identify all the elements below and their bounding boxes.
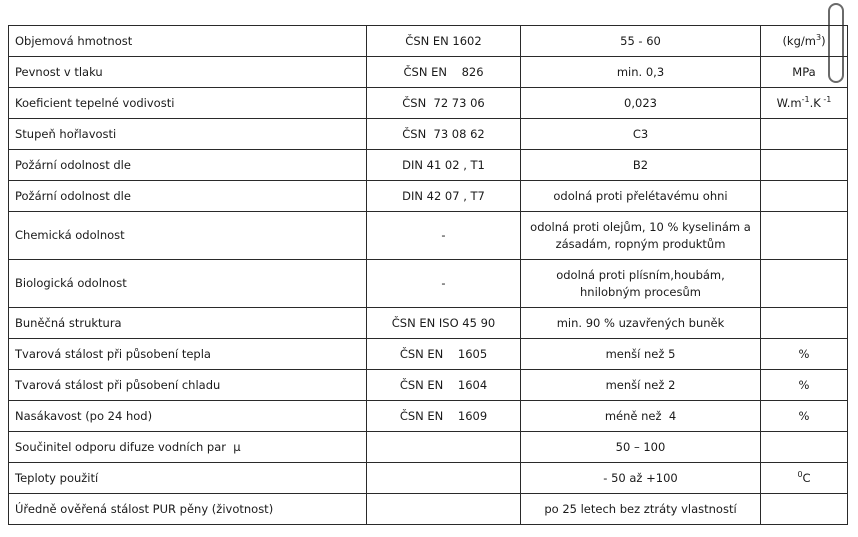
table-row: [9, 57, 848, 88]
value-cell: B2: [521, 150, 761, 181]
property-cell: Pevnost v tlaku: [9, 57, 367, 88]
unit-superscript: 0: [797, 469, 803, 479]
property-cell: Tvarová stálost při působení tepla: [9, 339, 367, 370]
unit-cell: %: [761, 370, 848, 401]
standard-cell: ČSN 73 08 62: [367, 119, 521, 150]
table-row: [9, 88, 848, 119]
standard-cell: ČSN EN 826: [367, 57, 521, 88]
standard-cell: ČSN EN ISO 45 90: [367, 308, 521, 339]
standard-cell: ČSN 72 73 06: [367, 88, 521, 119]
table-row: [9, 181, 848, 212]
property-cell: Součinitel odporu difuze vodních par μ: [9, 432, 367, 463]
unit-superscript-2: -1: [820, 94, 832, 104]
table-row: [9, 308, 848, 339]
standard-cell: ČSN EN 1609: [367, 401, 521, 432]
table-row: [9, 150, 848, 181]
table-row: [9, 463, 848, 494]
unit-tail: .K: [809, 95, 821, 110]
standard-cell: DIN 42 07 , T7: [367, 181, 521, 212]
standard-cell: -: [367, 260, 521, 308]
property-cell: Nasákavost (po 24 hod): [9, 401, 367, 432]
unit-text: W.m: [776, 95, 802, 110]
value-cell: po 25 letech bez ztráty vlastností: [521, 494, 761, 525]
unit-cell: [761, 150, 848, 181]
table-row: [9, 401, 848, 432]
unit-cell: MPa: [761, 57, 848, 88]
unit-tail: C: [802, 470, 811, 485]
value-cell: min. 90 % uzavřených buněk: [521, 308, 761, 339]
value-cell: odolná proti olejům, 10 % kyselinám a zásadám, ropným produktům: [521, 212, 761, 260]
unit-cell: [761, 260, 848, 308]
unit-cell: [761, 494, 848, 525]
table-row: [9, 26, 848, 57]
table-row: [9, 339, 848, 370]
value-cell: C3: [521, 119, 761, 150]
property-cell: Požární odolnost dle: [9, 181, 367, 212]
unit-superscript: 3: [815, 32, 822, 42]
unit-cell: %: [761, 401, 848, 432]
property-cell: Koeficient tepelné vodivosti: [9, 88, 367, 119]
property-cell: Stupeň hořlavosti: [9, 119, 367, 150]
standard-cell: ČSN EN 1605: [367, 339, 521, 370]
property-cell: Objemová hmotnost: [9, 26, 367, 57]
value-cell: 50 – 100: [521, 432, 761, 463]
table-row: [9, 370, 848, 401]
property-cell: Tvarová stálost při působení chladu: [9, 370, 367, 401]
standard-cell: [367, 432, 521, 463]
property-cell: Úředně ověřená stálost PUR pěny (životnost): [9, 494, 367, 525]
unit-cell: [761, 26, 848, 57]
value-cell: 55 - 60: [521, 26, 761, 57]
standard-cell: ČSN EN 1602: [367, 26, 521, 57]
unit-cell: [761, 432, 848, 463]
unit-text: (kg/m: [782, 33, 816, 48]
table-row: [9, 212, 848, 260]
unit-cell: [761, 463, 848, 494]
unit-cell: %: [761, 339, 848, 370]
properties-table: [8, 25, 848, 525]
unit-cell: [761, 212, 848, 260]
unit-cell: [761, 181, 848, 212]
table-row: [9, 119, 848, 150]
standard-cell: ČSN EN 1604: [367, 370, 521, 401]
unit-superscript: -1: [801, 94, 810, 104]
standard-cell: DIN 41 02 , T1: [367, 150, 521, 181]
value-cell: menší než 5: [521, 339, 761, 370]
value-cell: menší než 2: [521, 370, 761, 401]
value-cell: odolná proti plísním,houbám, hnilobným procesům: [521, 260, 761, 308]
unit-tail: ): [821, 33, 826, 48]
value-cell: min. 0,3: [521, 57, 761, 88]
table-row: [9, 260, 848, 308]
value-cell: odolná proti přelétavému ohni: [521, 181, 761, 212]
standard-cell: [367, 494, 521, 525]
property-cell: Teploty použití: [9, 463, 367, 494]
unit-cell: [761, 88, 848, 119]
unit-cell: [761, 308, 848, 339]
table-row: [9, 494, 848, 525]
value-cell: 0,023: [521, 88, 761, 119]
property-cell: Chemická odolnost: [9, 212, 367, 260]
value-cell: - 50 až +100: [521, 463, 761, 494]
property-cell: Buněčná struktura: [9, 308, 367, 339]
unit-cell: [761, 119, 848, 150]
property-cell: Požární odolnost dle: [9, 150, 367, 181]
standard-cell: [367, 463, 521, 494]
property-cell: Biologická odolnost: [9, 260, 367, 308]
value-cell: méně než 4: [521, 401, 761, 432]
standard-cell: -: [367, 212, 521, 260]
table-row: [9, 432, 848, 463]
